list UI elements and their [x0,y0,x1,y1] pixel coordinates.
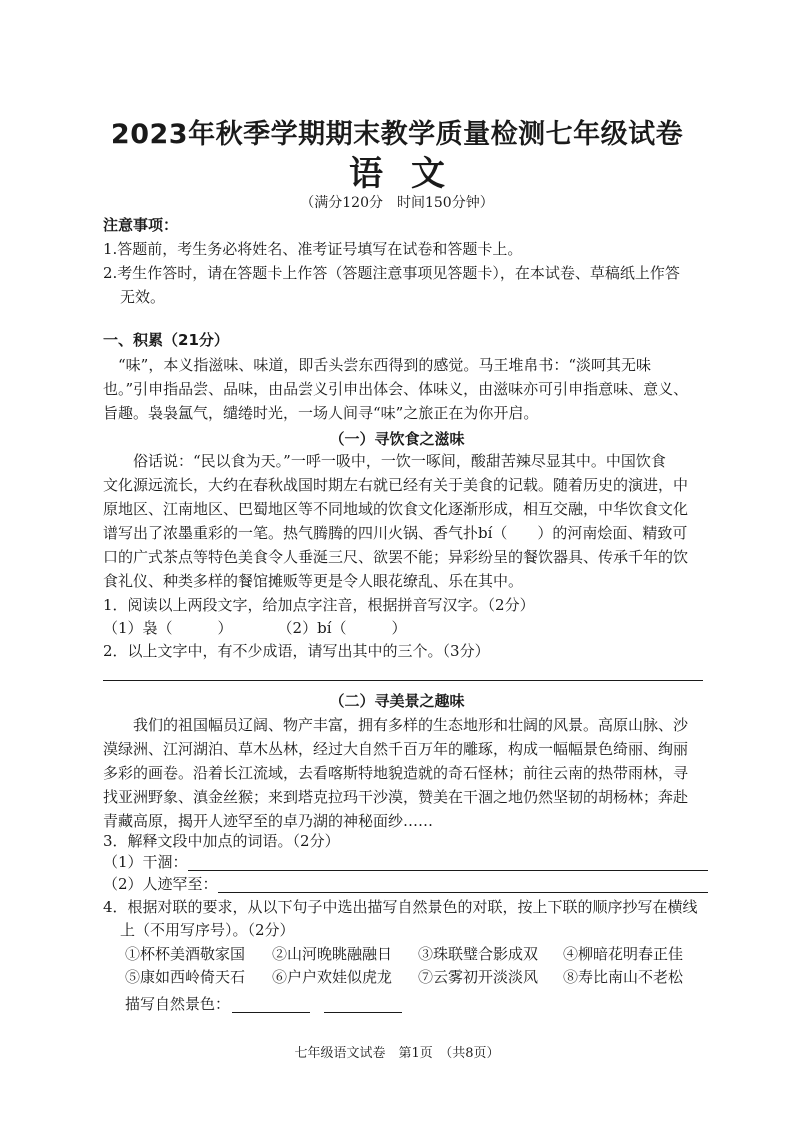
paragraph-line: 漠绿洲、江河湖泊、草木丛林，经过大自然千百万年的雕琢，构成一幅幅景色绮丽、绚丽 [103,740,689,758]
answer-line [103,680,703,681]
notice-item: 2.考生作答时，请在答题卡上作答（答题注意事项见答题卡），在本试卷、草稿纸上作答 [103,264,680,282]
part2-title: （二）寻美景之趣味 [329,692,465,710]
paragraph-line: 俗话说：“民以食为天。”一呼一吸中，一饮一啄间，酸甜苦辣尽显其中。中国饮食 [133,452,666,470]
answer-blank-upper[interactable] [232,996,310,1013]
question-3: 3．解释文段中加点的词语。（2分） [103,832,340,850]
paragraph-line: 找亚洲野象、滇金丝猴；来到塔克拉玛干沙漠，赞美在干涸之地仍然坚韧的胡杨林；奔赴 [103,788,689,806]
couplet-option: ②山河晚眺融融日 [272,945,393,963]
couplet-option: ⑧寿比南山不老松 [563,968,684,986]
paragraph-line: 谱写出了浓墨重彩的一笔。热气腾腾的四川火锅、香气扑bí（ ）的河南烩面、精致可 [103,524,688,542]
question-1-answers: （1）袅（ ） （2）bí（ ） [103,619,407,637]
exam-meta: （满分120分 时间150分钟） [300,195,494,211]
answer-blank[interactable] [188,854,708,871]
page-footer: 七年级语文试卷 第1页 （共8页） [294,1046,500,1061]
part1-title: （一）寻饮食之滋味 [329,430,465,448]
question-1: 1．阅读以上两段文字，给加点字注音，根据拼音写汉字。（2分） [103,596,535,614]
answer-blank[interactable] [218,876,708,893]
couplet-option: ③珠联璧合影成双 [418,945,539,963]
paragraph-line: 多彩的画卷。沿着长江流域，去看喀斯特地貌造就的奇石怪林；前往云南的热带雨林，寻 [103,764,689,782]
question-2: 2．以上文字中，有不少成语，请写出其中的三个。（3分） [103,642,490,660]
couplet-option: ④柳暗花明春正佳 [563,945,684,963]
q3-item [103,853,708,871]
notice-item: 无效。 [120,288,166,306]
notice-heading: 注意事项： [103,216,179,234]
notice-item: 1.答题前，考生务必将姓名、准考证号填写在试卷和答题卡上。 [103,240,523,258]
couplet-option: ⑦云雾初开淡淡风 [418,968,539,986]
question-4-cont: 上（不用写序号）。（2分） [120,921,295,939]
couplet-option: ⑥户户欢娃似虎龙 [272,968,393,986]
q4-answer-label: 描写自然景色： [125,995,231,1013]
paragraph-line: 原地区、江南地区、巴蜀地区等不同地域的饮食文化逐渐形成，相互交融，中华饮食文化 [103,500,689,518]
paragraph-line: 文化源远流长，大约在春秋战国时期左右就已经有关于美食的记载。随着历史的演进，中 [103,476,689,494]
exam-title: 2023年秋季学期期末教学质量检测七年级试卷 [110,119,684,150]
couplet-option: ①杯杯美酒敬家国 [125,945,246,963]
intro-line: “味”，本义指滋味、味道，即舌头尝东西得到的感觉。马王堆帛书：“淡呵其无味 [118,356,652,374]
q4-answer [125,995,402,1013]
couplet-option: ⑤康如西岭倚天石 [125,968,246,986]
answer-blank-lower[interactable] [324,996,402,1013]
section-heading: 一、积累（21分） [103,331,229,349]
question-4: 4．根据对联的要求，从以下句子中选出描写自然景色的对联，按上下联的顺序抄写在横线 [103,898,698,916]
paragraph-line: 口的广式茶点等特色美食令人垂涎三尺、欲罢不能；异彩纷呈的餐饮器具、传承千年的饮 [103,548,689,566]
q3-item-label: （2）人迹罕至： [103,875,218,893]
q3-item-label: （1）干涸： [103,853,188,871]
paragraph-line: 青藏高原，揭开人迹罕至的卓乃湖的神秘面纱…… [103,812,434,830]
intro-line: 旨趣。袅袅氲气，缱绻时光，一场人间寻“味”之旅正在为你开启。 [103,404,539,422]
q3-item [103,875,708,893]
paragraph-line: 食礼仪、种类多样的餐馆摊贩等更是令人眼花缭乱、乐在其中。 [103,572,524,590]
intro-line: 也。”引申指品尝、品味，由品尝义引申出体会、体味义，由滋味亦可引申指意味、意义、 [103,380,689,398]
subject-title: 语文 [349,154,473,194]
paragraph-line: 我们的祖国幅员辽阔、物产丰富，拥有多样的生态地形和壮阔的风景。高原山脉、沙 [133,716,689,734]
